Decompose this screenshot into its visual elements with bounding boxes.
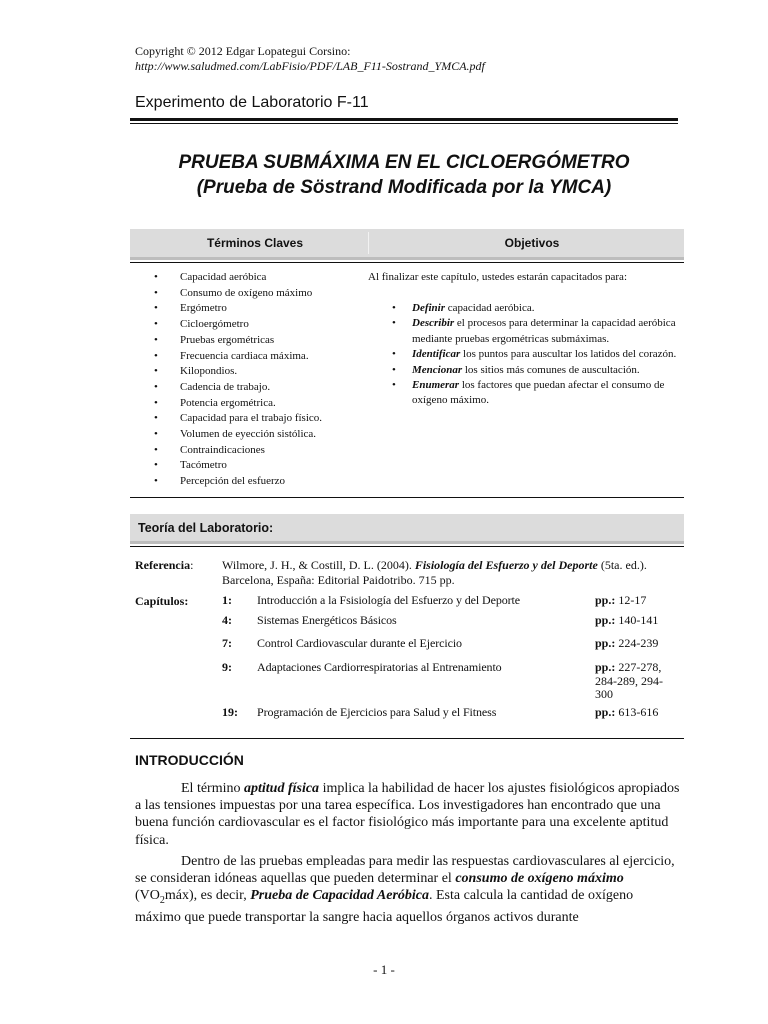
key-term-item: • Cicloergómetro	[152, 317, 322, 333]
objective-text: los puntos para auscultar los latidos del corazón.	[460, 348, 677, 361]
key-term-item: • Capacidad aeróbica	[152, 270, 322, 286]
terms-objectives-header	[130, 229, 684, 260]
objective-item	[390, 347, 678, 362]
chapters-label: Capítulos:	[135, 594, 189, 608]
chapter-number: 1:	[222, 593, 232, 607]
theory-bottom-rule	[130, 738, 684, 739]
theory-header: Teoría del Laboratorio:	[138, 521, 274, 535]
chapter-number: 9:	[222, 660, 232, 674]
intro-paragraph-1: El término aptitud física implica la habilidad de hacer los ajustes fisiológicos apropiados a las tensiones impuestas por una tarea específica. Los investigadores han encontrado que una buena función cardiovascular es el factor fisiológico más importante para una excelente aptitud física.	[135, 781, 680, 848]
key-term-item: • Volumen de eyección sistólica.	[152, 427, 322, 443]
chapter-pages: pp.: 224-239	[595, 636, 659, 650]
copyright-text: Copyright © 2012 Edgar Lopategui Corsino:	[135, 44, 351, 58]
header-separator	[368, 232, 369, 254]
key-terms-list	[152, 270, 322, 490]
reference-label: Referencia:	[135, 558, 194, 572]
objectives-header: Objetivos	[504, 236, 560, 250]
reference-rest: (5ta. ed.). Barcelona, España: Editorial Paidotribo. 715 pp.	[222, 558, 647, 587]
key-term-item: • Pruebas ergométricas	[152, 333, 322, 349]
objectives-intro: Al finalizar este capítulo, ustedes estarán capacitados para:	[368, 271, 627, 283]
key-term-item: • Kilopondios.	[152, 364, 322, 380]
key-term-item: • Frecuencia cardiaca máxima.	[152, 349, 322, 365]
header-rule-thick	[130, 118, 678, 121]
chapter-title: Introducción a la Fsisiología del Esfuerzo y del Deporte	[257, 593, 520, 607]
chapter-title: Programación de Ejercicios para Salud y el Fitness	[257, 705, 497, 719]
header-rule-thin	[130, 123, 678, 124]
chapter-pages: pp.: 227-278, 284-289, 294-300	[595, 660, 663, 701]
main-title-line2: (Prueba de Söstrand Modificada por la YMCA)	[196, 177, 612, 198]
copyright-block	[135, 44, 485, 74]
objective-text: los factores que puedan afectar el consumo de oxígeno máximo.	[412, 379, 665, 407]
objective-verb: Mencionar	[412, 363, 463, 376]
key-term-item: • Tacómetro	[152, 458, 322, 474]
chapter-title: Control Cardiovascular durante el Ejercicio	[257, 636, 462, 650]
objective-text: el procesos para determinar la capacidad aeróbica mediante pruebas ergométricas submáximas.	[412, 317, 676, 345]
objective-verb: Describir	[412, 317, 455, 330]
objective-text: los sitios más comunes de auscultación.	[462, 363, 640, 376]
main-title-line1: PRUEBA SUBMÁXIMA EN EL CICLOERGÓMETRO	[178, 152, 630, 173]
key-term-item: • Capacidad para el trabajo físico.	[152, 411, 322, 427]
objectives-list	[390, 301, 678, 409]
objective-text: capacidad aeróbica.	[445, 302, 535, 314]
theory-header-band	[130, 514, 684, 544]
terms-header: Términos Claves	[206, 236, 304, 250]
terms-top-rule	[130, 262, 684, 263]
chapter-number: 19:	[222, 705, 238, 719]
key-term-item: • Consumo de oxígeno máximo	[152, 286, 322, 302]
experiment-title: Experimento de Laboratorio F-11	[135, 94, 369, 111]
chapter-title: Sistemas Energéticos Básicos	[257, 613, 397, 627]
objective-verb: Definir	[412, 302, 445, 314]
chapter-title: Adaptaciones Cardiorrespiratorias al Entrenamiento	[257, 660, 502, 674]
key-term-item: • Percepción del esfuerzo	[152, 474, 322, 490]
intro-paragraph-2: Dentro de las pruebas empleadas para medir las respuestas cardiovasculares al ejercicio, se consideran idóneas aquellas que pueden determinar el consumo de oxígeno máximo $(VO_2máx)$, es decir, Prueba de Capacidad Aeróbica. Esta calcula la cantidad de oxígeno máximo que puede transportar la sangre hacia aquellos órganos activos durante	[135, 854, 675, 926]
objective-item	[390, 301, 678, 316]
objective-item	[390, 378, 678, 409]
terms-bottom-rule	[130, 497, 684, 498]
main-title	[130, 150, 678, 200]
theory-rule	[130, 546, 684, 547]
chapter-number: 7:	[222, 636, 232, 650]
objective-verb: Identificar	[412, 348, 461, 361]
key-term-item: • Contraindicaciones	[152, 443, 322, 459]
key-term-item: • Cadencia de trabajo.	[152, 380, 322, 396]
chapter-pages: pp.: 140-141	[595, 613, 659, 627]
reference-text	[222, 558, 677, 588]
chapter-number: 4:	[222, 613, 232, 627]
intro-heading: INTRODUCCIÓN	[135, 752, 244, 768]
reference-authors: Wilmore, J. H., & Costill, D. L. (2004).	[222, 558, 415, 572]
objective-item	[390, 316, 678, 347]
objective-verb: Enumerar	[412, 379, 460, 392]
objective-item	[390, 363, 678, 378]
key-term-item: • Potencia ergométrica.	[152, 396, 322, 412]
key-term-item: • Ergómetro	[152, 301, 322, 317]
source-url[interactable]: http://www.saludmed.com/LabFisio/PDF/LAB_F11-Sostrand_YMCA.pdf	[135, 59, 485, 73]
page-number: - 1 -	[373, 962, 395, 977]
chapter-pages: pp.: 613-616	[595, 705, 659, 719]
chapter-pages: pp.: 12-17	[595, 593, 647, 607]
reference-book: Fisiología del Esfuerzo y del Deporte	[414, 558, 598, 572]
